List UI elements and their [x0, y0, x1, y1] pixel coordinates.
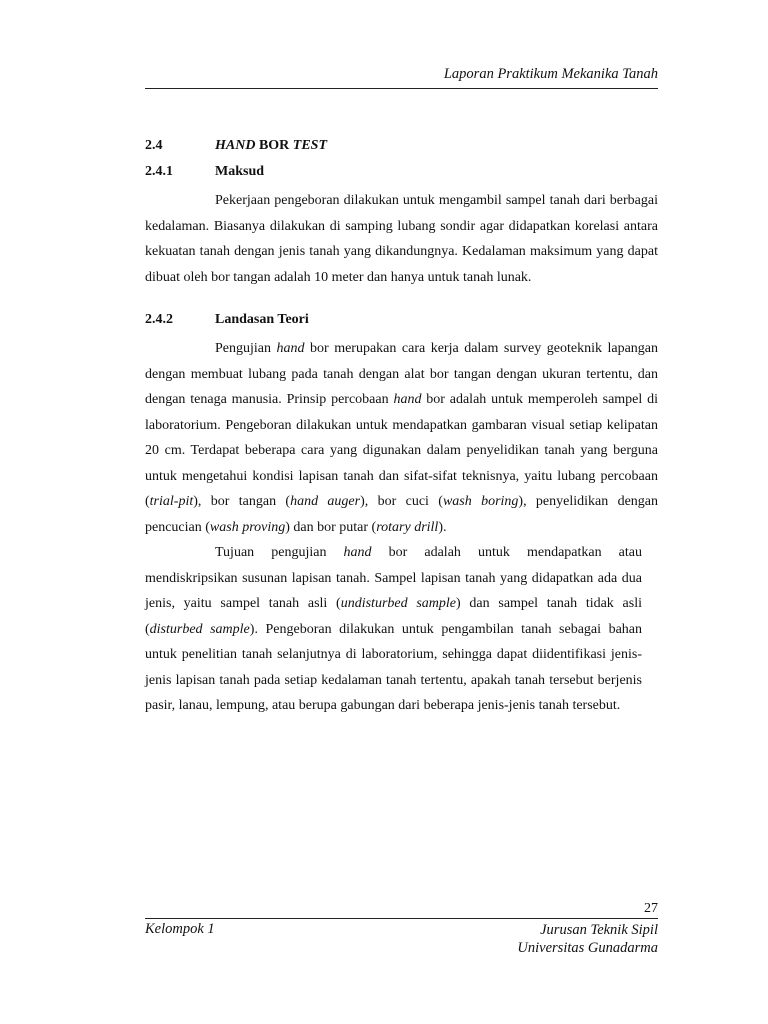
text-run: ), bor tangan ( [193, 494, 291, 509]
footer-university: Universitas Gunadarma [517, 940, 658, 956]
section-title-part-2: BOR [255, 138, 293, 153]
text-run: bor adalah untuk memperoleh sampel di laboratorium. Pengeboran dilakukan untuk mendapatkan gambaran visual setiap kelipatan 20 cm. Terdapat beberapa cara yang digunakan dalam penyelidikan tanah yang berguna untuk mengetahui kondisi lapisan tanah dan sifat-sifat teknisnya, yaitu lubang percobaan ( [145, 392, 658, 509]
italic-term: disturbed sample [149, 621, 250, 637]
subsection-number: 2.4.2 [145, 312, 173, 327]
text-run: bor adalah untuk mendapatkan atau mendiskripsikan susunan lapisan tanah. Sampel lapisan tanah yang didapatkan ada dua jenis, yaitu sampel tanah asli ( [145, 545, 642, 611]
footer-group-label: Kelompok 1 [145, 921, 215, 937]
italic-term: undisturbed sample [340, 596, 457, 611]
italic-term: hand auger [290, 494, 361, 509]
text-run: bor merupakan cara kerja dalam survey geoteknik lapangan dengan membuat lubang pada tanah dengan alat bor tangan dengan ukuran tertentu, dan dengan tenaga manusia. Prinsip percobaan [145, 341, 658, 407]
paragraph-maksud: Pekerjaan pengeboran dilakukan untuk mengambil sampel tanah dari berbagai kedalaman. Biasanya dilakukan di samping lubang sondir agar didapatkan korelasi antara kekuatan tanah dengan jenis tanah yang dikandungnya. Kedalaman maksimum yang dapat dibuat oleh bor tangan adalah 10 meter dan hanya untuk tanah lunak. [145, 193, 658, 285]
subsection-number: 2.4.1 [145, 164, 173, 179]
text-run: ) dan sampel tanah tidak asli ( [145, 596, 642, 637]
subsection-heading-maksud [145, 162, 658, 188]
subsection-title: Maksud [215, 164, 265, 179]
italic-term: hand [393, 392, 422, 407]
italic-term: trial-pit [149, 494, 194, 509]
text-run: ). [438, 519, 447, 535]
text-run: ), penyelidikan dengan pencucian ( [145, 494, 658, 535]
italic-term: wash proving [209, 519, 286, 535]
text-run: ) dan bor putar ( [285, 519, 377, 535]
running-header: Laporan Praktikum Mekanika Tanah [145, 66, 658, 89]
paragraph-landasan-teori-1 [145, 336, 658, 540]
page-content [145, 136, 658, 719]
footer-divider [145, 918, 658, 919]
paragraph-landasan-teori-2 [145, 540, 642, 719]
footer-institution [517, 921, 658, 957]
italic-term: hand [276, 341, 305, 356]
text-run: ), bor cuci ( [360, 494, 443, 509]
text-run: Tujuan pengujian [215, 545, 344, 560]
section-title-part-1: HAND [215, 138, 256, 153]
section-title [215, 136, 327, 162]
subsection-title: Landasan Teori [215, 312, 309, 327]
italic-term: wash boring [442, 494, 519, 509]
section-number: 2.4 [145, 138, 163, 153]
subsection-heading-landasan-teori [145, 310, 658, 336]
section-heading [145, 136, 658, 162]
section-title-part-3: TEST [292, 138, 328, 153]
italic-term: hand [343, 545, 372, 560]
page-number: 27 [644, 901, 658, 916]
italic-term: rotary drill [376, 519, 439, 535]
text-run: ). Pengeboran dilakukan untuk pengambilan tanah sebagai bahan untuk penelitian tanah selanjutnya di laboratorium, sehingga dapat diidentifikasi jenis-jenis lapisan tanah pada setiap kedalaman tanah tertentu, apakah tanah tersebut berjenis pasir, lanau, lempung, atau berupa gabungan dari beberapa jenis-jenis tanah tersebut. [145, 621, 642, 713]
text-run: Pengujian [215, 341, 277, 356]
footer-department: Jurusan Teknik Sipil [540, 922, 658, 938]
